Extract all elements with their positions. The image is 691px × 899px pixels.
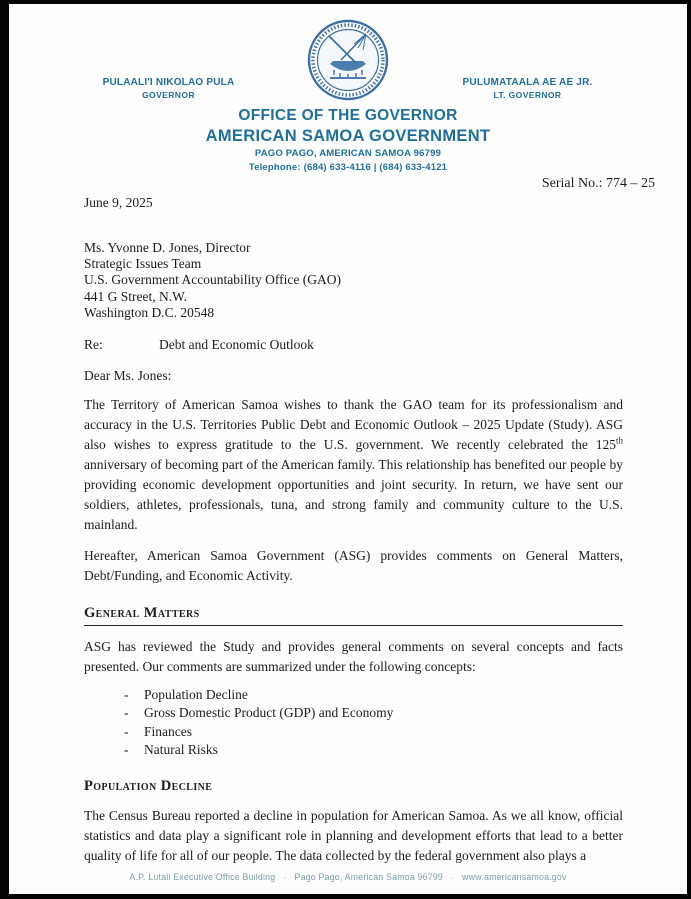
letter-date: June 9, 2025 xyxy=(84,195,153,210)
office-telephone: Telephone: (684) 633-4116 | (684) 633-4121 xyxy=(248,162,448,173)
lt-governor-title: LT. GOVERNOR xyxy=(493,90,562,100)
footer-building: A.P. Lutali Executive Office Building xyxy=(129,872,276,882)
footer-separator: · xyxy=(283,872,287,882)
list-item-label: Population Decline xyxy=(144,687,248,703)
list-item-label: Finances xyxy=(144,723,192,739)
recipient-line: U.S. Government Accountability Office (GAO) xyxy=(84,272,341,288)
office-title-line1: OFFICE OF THE GOVERNOR xyxy=(238,107,458,124)
re-line xyxy=(84,337,623,353)
re-label: Re: xyxy=(84,337,103,353)
page-footer xyxy=(9,872,687,882)
recipient-line: Strategic Issues Team xyxy=(84,256,202,272)
office-title-block xyxy=(9,107,687,174)
list-item xyxy=(124,723,623,741)
concept-bullet-list xyxy=(124,686,623,759)
office-address: PAGO PAGO, AMERICAN SAMOA 96799 xyxy=(254,148,442,159)
footer-location: Pago Pago, American Samoa 96799 xyxy=(294,872,444,882)
american-samoa-seal-icon xyxy=(306,18,390,102)
bullet-dash: - xyxy=(124,687,129,703)
paragraph-1 xyxy=(84,395,623,535)
letterhead xyxy=(9,4,687,174)
letter-body xyxy=(9,195,687,866)
paragraph-2: Hereafter, American Samoa Government (ASG) provides comments on General Matters, Debt/Funding, and Economic Activity. xyxy=(84,548,623,584)
governor-block xyxy=(37,77,300,102)
paragraph-1-text: The Territory of American Samoa wishes to thank the GAO team for its professionalism and accuracy in the U.S. Territories Public Debt and Economic Outlook – 2025 Update (Study). ASG also wishes to express gratitude to the U.S. government. We recently celebrated the 125 xyxy=(84,397,623,453)
salutation: Dear Ms. Jones: xyxy=(84,368,172,384)
bullet-dash: - xyxy=(124,723,129,739)
section-heading-general-matters: General Matters xyxy=(84,605,623,626)
lt-governor-block xyxy=(396,77,659,102)
list-item-label: Gross Domestic Product (GDP) and Economy xyxy=(144,705,394,721)
serial-number: Serial No.: 774 – 25 xyxy=(541,176,655,191)
list-item xyxy=(124,686,623,704)
recipient-line: Ms. Yvonne D. Jones, Director xyxy=(84,240,251,255)
list-item xyxy=(124,741,623,759)
general-matters-intro: ASG has reviewed the Study and provides general comments on several concepts and facts presented. Our comments are summarized under the following concepts: xyxy=(84,639,623,675)
paragraph-1-text: anniversary of becoming part of the American family. This relationship has benefited our people by providing economic development opportunities and joint security. In return, we have sent our soldiers, athletes, professionals, tuna, and strong family and community culture to the U.S. mainland. xyxy=(84,457,623,533)
seal-container xyxy=(300,18,396,102)
paragraph-1-superscript: th xyxy=(615,435,623,446)
governor-name: PULAALI'I NIKOLAO PULA xyxy=(102,77,235,88)
list-item xyxy=(124,704,623,722)
bullet-dash: - xyxy=(124,741,129,757)
letterhead-row xyxy=(9,18,687,102)
office-title-line2: AMERICAN SAMOA GOVERNMENT xyxy=(205,127,491,145)
section-heading-population-decline: Population Decline xyxy=(84,778,213,795)
recipient-line: Washington D.C. 20548 xyxy=(84,304,215,320)
list-item-label: Natural Risks xyxy=(144,741,218,757)
re-subject: Debt and Economic Outlook xyxy=(159,337,314,353)
lt-governor-name: PULUMATAALA AE AE JR. xyxy=(462,77,593,88)
footer-separator: · xyxy=(451,872,455,882)
recipient-address xyxy=(84,240,623,321)
governor-title: GOVERNOR xyxy=(142,90,195,100)
bullet-dash: - xyxy=(124,705,129,721)
footer-website: www.americansamoa.gov xyxy=(462,872,567,882)
population-decline-paragraph: The Census Bureau reported a decline in population for American Samoa. As we all know, official statistics and data play a significant role in planning and development efforts that lead to a better quality of life for all of our people. The data collected by the federal government also plays a xyxy=(84,808,623,864)
recipient-line: 441 G Street, N.W. xyxy=(84,288,187,304)
